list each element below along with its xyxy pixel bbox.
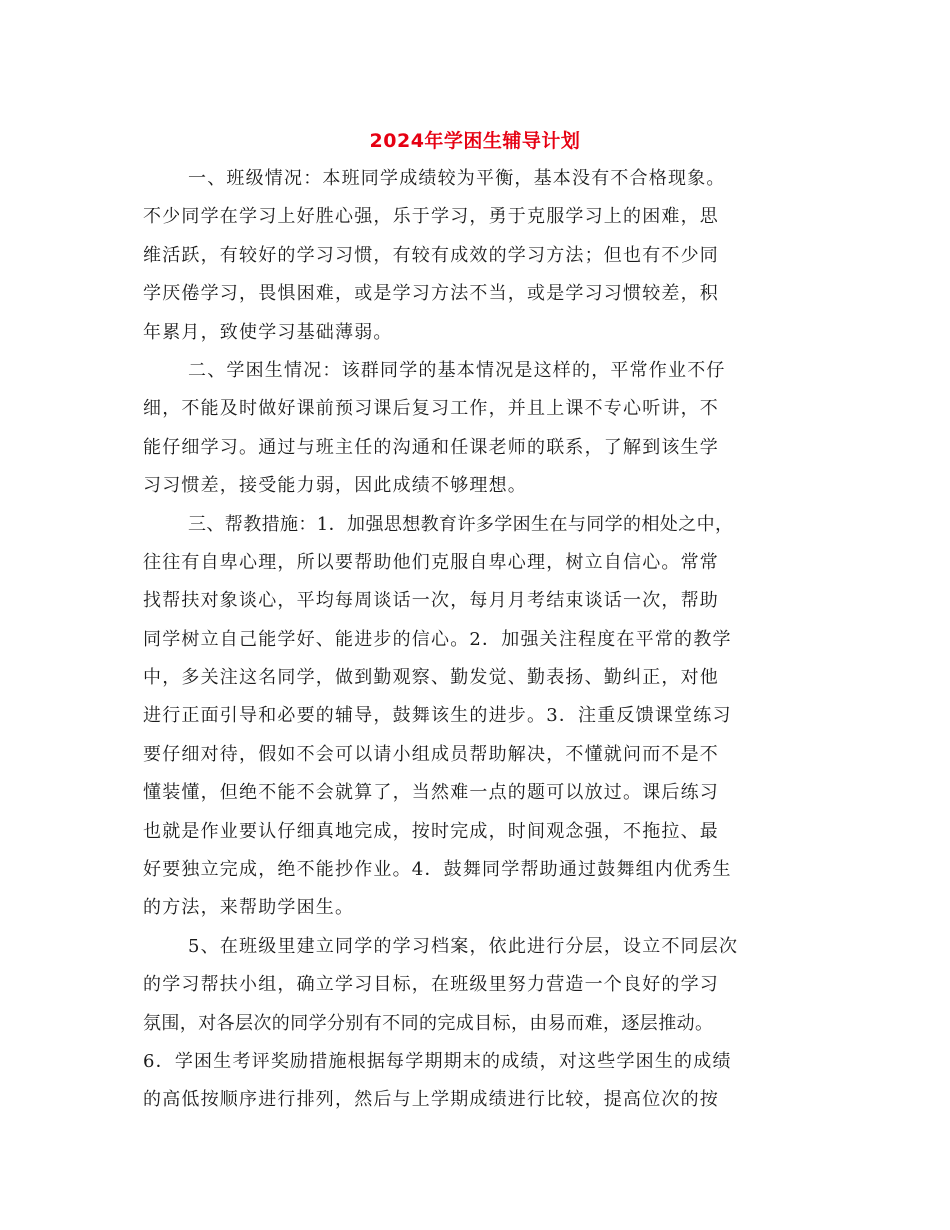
paragraph-line: 维活跃，有较好的学习习惯，有较有成效的学习方法；但也有不少同 bbox=[143, 244, 719, 266]
paragraph-line: 三、帮教措施：1．加强思想教育许多学困生在与同学的相处之中， bbox=[188, 513, 734, 535]
paragraph-line: 的方法，来帮助学困生。 bbox=[143, 897, 355, 919]
paragraph-line: 同学树立自己能学好、能进步的信心。2．加强关注程度在平常的教学 bbox=[143, 628, 732, 650]
paragraph-line: 一、班级情况：本班同学成绩较为平衡，基本没有不合格现象。 bbox=[188, 168, 726, 189]
paragraph-line: 要仔细对待，假如不会可以请小组成员帮助解决，不懂就问而不是不 bbox=[143, 743, 719, 765]
paragraph-line: 细，不能及时做好课前预习课后复习工作，并且上课不专心听讲，不 bbox=[143, 398, 719, 420]
paragraph-line: 不少同学在学习上好胜心强，乐于学习，勇于克服学习上的困难，思 bbox=[143, 206, 719, 228]
paragraph-line: 往往有自卑心理，所以要帮助他们克服自卑心理，树立自信心。常常 bbox=[143, 551, 719, 573]
paragraph-line: 的高低按顺序进行排列，然后与上学期成绩进行比较，提高位次的按 bbox=[143, 1089, 719, 1111]
paragraph-line: 6．学困生考评奖励措施根据每学期期末的成绩，对这些学困生的成绩 bbox=[143, 1050, 732, 1072]
paragraph-line: 习习惯差，接受能力弱，因此成绩不够理想。 bbox=[143, 475, 527, 497]
paragraph-line: 好要独立完成，绝不能抄作业。4．鼓舞同学帮助通过鼓舞组内优秀生 bbox=[143, 859, 732, 881]
paragraph-line: 5、在班级里建立同学的学习档案，依此进行分层，设立不同层次 bbox=[188, 935, 739, 957]
paragraph-line: 氛围，对各层次的同学分别有不同的完成目标，由易而难，逐层推动。 bbox=[143, 1012, 714, 1034]
paragraph-line: 二、学困生情况：该群同学的基本情况是这样的，平常作业不仔 bbox=[188, 359, 726, 381]
document-body bbox=[143, 160, 811, 1120]
paragraph-line: 进行正面引导和必要的辅导，鼓舞该生的进步。3．注重反馈课堂练习 bbox=[143, 705, 732, 727]
paragraph-line: 懂装懂，但绝不能不会就算了，当然难一点的题可以放过。课后练习 bbox=[143, 782, 719, 804]
paragraph-line: 学厌倦学习，畏惧困难，或是学习方法不当，或是学习习惯较差，积 bbox=[143, 283, 719, 305]
paragraph-line: 中，多关注这名同学，做到勤观察、勤发觉、勤表扬、勤纠正，对他 bbox=[143, 667, 719, 689]
paragraph-line: 年累月，致使学习基础薄弱。 bbox=[143, 321, 393, 343]
document-title: 2024年学困生辅导计划 bbox=[369, 129, 581, 152]
paragraph-line: 的学习帮扶小组，确立学习目标，在班级里努力营造一个良好的学习 bbox=[143, 974, 719, 996]
paragraph-line: 找帮扶对象谈心，平均每周谈话一次，每月月考结束谈话一次，帮助 bbox=[143, 590, 719, 612]
paragraph-line: 也就是作业要认仔细真地完成，按时完成，时间观念强，不拖拉、最 bbox=[143, 820, 719, 842]
paragraph-line: 能仔细学习。通过与班主任的沟通和任课老师的联系，了解到该生学 bbox=[143, 436, 719, 458]
